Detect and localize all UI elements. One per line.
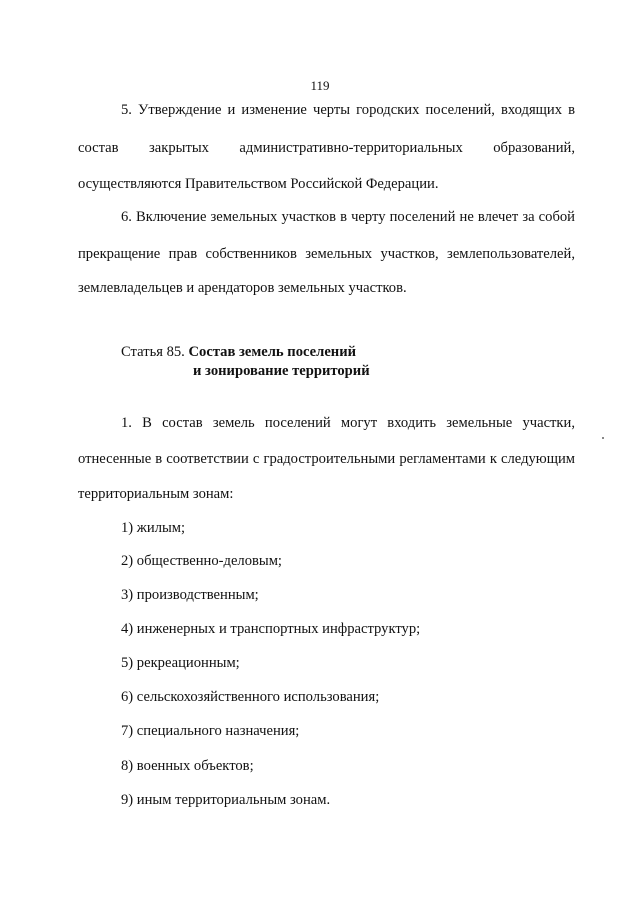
paragraph-6-line-3: землевладельцев и арендаторов земельных участков. bbox=[78, 280, 407, 296]
article-label: Статья 85. bbox=[121, 344, 185, 360]
article-paragraph-1-line-2: отнесенные в соответствии с градостроительными регламентами к следующим bbox=[78, 451, 575, 467]
zone-item: 4) инженерных и транспортных инфраструктур; bbox=[121, 621, 421, 637]
zone-item: 5) рекреационным; bbox=[121, 655, 240, 671]
paragraph-6-line-2: прекращение прав собственников земельных участков, землепользователей, bbox=[78, 246, 575, 262]
article-title-line-1: Состав земель поселений bbox=[188, 344, 357, 360]
zone-item: 3) производственным; bbox=[121, 587, 259, 603]
zone-item: 2) общественно-деловым; bbox=[121, 553, 282, 569]
article-paragraph-1-line-3: территориальным зонам: bbox=[78, 486, 234, 502]
article-heading bbox=[121, 343, 356, 361]
paragraph-5-line-1: 5. Утверждение и изменение черты городских поселений, входящих в bbox=[121, 102, 575, 118]
article-paragraph-1-line-1: 1. В состав земель поселений могут входить земельные участки, bbox=[121, 415, 575, 431]
paragraph-5-line-3: осуществляются Правительством Российской Федерации. bbox=[78, 176, 439, 192]
paragraph-6-line-1: 6. Включение земельных участков в черту поселений не влечет за собой bbox=[121, 209, 575, 225]
paragraph-5-line-2: состав закрытых административно-территориальных образований, bbox=[78, 140, 575, 156]
zone-item: 1) жилым; bbox=[121, 520, 186, 536]
zone-item: 8) военных объектов; bbox=[121, 758, 254, 774]
scan-speck bbox=[602, 437, 604, 439]
zone-item: 7) специального назначения; bbox=[121, 723, 300, 739]
zone-item: 9) иным территориальным зонам. bbox=[121, 792, 331, 808]
article-title-line-2: и зонирование территорий bbox=[193, 363, 370, 379]
page-number: 119 bbox=[310, 78, 330, 93]
zone-item: 6) сельскохозяйственного использования; bbox=[121, 689, 380, 705]
